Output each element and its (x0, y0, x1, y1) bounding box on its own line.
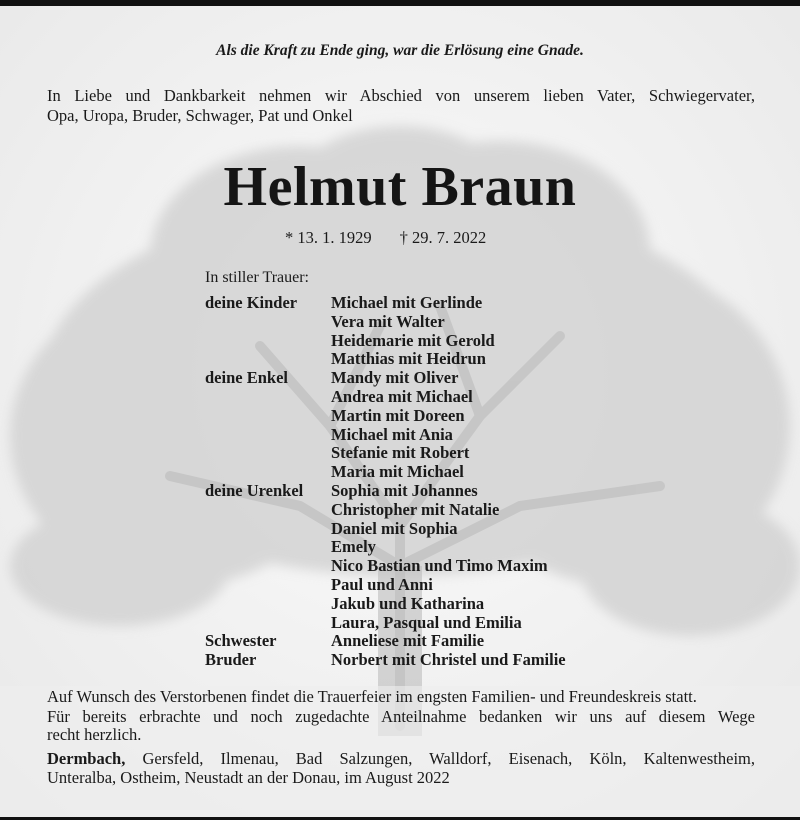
birth-date: * 13. 1. 1929 (285, 228, 372, 247)
family-member: Michael mit Gerlinde (331, 293, 483, 312)
family-member: Matthias mit Heidrun (331, 349, 486, 369)
places-lead: Dermbach, (47, 749, 126, 768)
thanks-note (47, 708, 755, 744)
thanks-line: Für bereits erbrachte und noch zugedachte Anteilnahme bedanken wir uns auf diesem Wege (47, 707, 755, 726)
intro-text (47, 86, 755, 126)
family-member: Mandy mit Oliver (331, 368, 459, 388)
family-relation: deine Urenkel (205, 480, 304, 500)
ceremony-note: Auf Wunsch des Verstorbenen findet die Trauerfeier im engsten Familien- und Freundeskreis statt. (47, 687, 697, 706)
mourning-intro: In stiller Trauer: (205, 269, 309, 286)
deceased-name: Helmut Braun (223, 156, 577, 218)
places-line (47, 749, 755, 768)
family-member: Jakub und Katharina (331, 593, 485, 613)
family-group-brother (205, 651, 566, 670)
thanks-line: recht herzlich. (47, 725, 142, 744)
notice-content (0, 6, 800, 820)
motto: Als die Kraft zu Ende ging, war die Erlösung eine Gnade. (216, 42, 584, 59)
family-relation: Bruder (205, 650, 257, 670)
family-member: Laura, Pasqual und Emilia (331, 612, 522, 632)
family-group-great-grandchildren (205, 482, 566, 632)
family-member: Vera mit Walter (331, 311, 445, 331)
family-member: Maria mit Michael (331, 462, 464, 482)
family-member: Stefanie mit Robert (331, 443, 470, 463)
places-rest: Gersfeld, Ilmenau, Bad Salzungen, Walldorf, Eisenach, Köln, Kaltenwestheim, (125, 749, 755, 768)
family-relation: deine Enkel (205, 368, 288, 388)
family-group-grandchildren (205, 369, 566, 482)
family-member: Anneliese mit Familie (331, 631, 485, 651)
family-member: Nico Bastian und Timo Maxim (331, 556, 548, 576)
places-line: Unteralba, Ostheim, Neustadt an der Donau, im August 2022 (47, 768, 450, 787)
family-member: Daniel mit Sophia (331, 518, 458, 538)
family-group-children (205, 294, 566, 369)
intro-line: In Liebe und Dankbarkeit nehmen wir Abschied von unserem lieben Vater, Schwiegervater, (47, 86, 755, 105)
places-and-date (47, 749, 755, 787)
death-date: † 29. 7. 2022 (399, 228, 487, 247)
family-member: Emely (331, 537, 376, 557)
life-dates (285, 228, 486, 248)
family-member: Norbert mit Christel und Familie (331, 650, 566, 670)
family-member: Martin mit Doreen (331, 405, 465, 425)
family-relation: Schwester (205, 631, 277, 651)
family-member: Sophia mit Johannes (331, 480, 478, 500)
family-member: Christopher mit Natalie (331, 499, 500, 519)
family-group-sister (205, 632, 566, 651)
family-member: Michael mit Ania (331, 424, 453, 444)
intro-line: Opa, Uropa, Bruder, Schwager, Pat und Onkel (47, 106, 353, 125)
family-member: Andrea mit Michael (331, 386, 473, 406)
family-relation: deine Kinder (205, 293, 298, 312)
family-list (205, 294, 566, 670)
family-member: Paul und Anni (331, 574, 433, 594)
family-member: Heidemarie mit Gerold (331, 330, 495, 350)
